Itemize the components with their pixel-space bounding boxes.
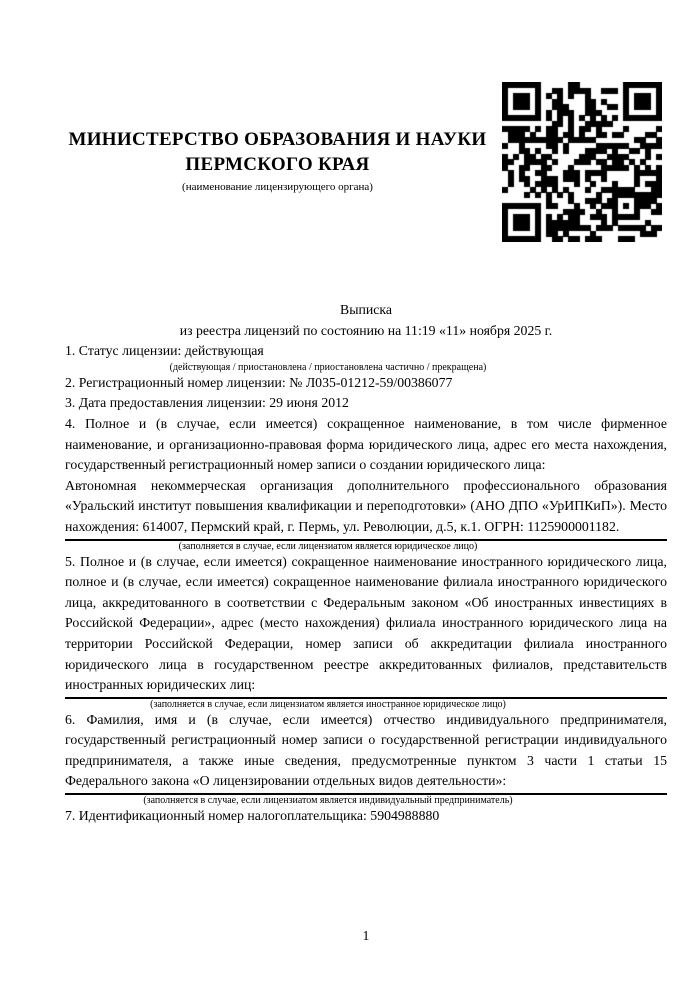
- item-5-caption: (заполняется в случае, если лицензиатом является иностранное юридическое лицо): [150, 698, 506, 710]
- licensing-authority-caption: (наименование лицензирующего органа): [182, 181, 373, 193]
- ministry-name-line2: ПЕРМСКОГО КРАЯ: [185, 154, 370, 175]
- item-7-taxpayer-number: 7. Идентификационный номер налогоплательщика: 5904988880: [65, 808, 440, 824]
- item-3-license-date: 3. Дата предоставления лицензии: 29 июня 2012: [65, 395, 349, 411]
- item-6-caption: (заполняется в случае, если лицензиатом является индивидуальный предприниматель): [143, 795, 513, 807]
- item-4-legal-entity-question: 4. Полное и (в случае, если имеется) сокращенное наименование, в том числе фирменное наименование, и организационно-правовая форма юридического лица, адрес его места нахождения, государственный регистрационный номер записи о создании юридического лица:: [65, 415, 667, 473]
- item-5-foreign-entity-question: 5. Полное и (в случае, если имеется) сокращенное наименование иностранного юридического лица, полное и (в случае, если имеется) сокращенное наименование филиала иностранного юридического лица, аккредитованного в соответствии с Федеральным законом «Об иностранных инвестициях в Российской Федерации», адрес (место нахождения) филиала иностранного юридического лица на территории Российской Федерации, номер записи об аккредитации филиала иностранного юридического лица в государственном реестре аккредитованных филиалов, представительств иностранных юридических лиц:: [65, 553, 667, 693]
- document-title: [65, 300, 667, 341]
- item-1-caption: (действующая / приостановлена / приостановлена частично / прекращена): [169, 361, 487, 373]
- ministry-name-line1: МИНИСТЕРСТВО ОБРАЗОВАНИЯ И НАУКИ: [68, 129, 487, 150]
- document-title-line1: Выписка: [340, 302, 392, 317]
- qr-code-icon: [502, 82, 662, 242]
- page-number: 1: [362, 928, 370, 943]
- document-title-line2: из реестра лицензий по состоянию на 11:19 «11» ноября 2025 г.: [179, 322, 553, 338]
- licensing-authority-header: [65, 127, 490, 194]
- item-6-entrepreneur-question: 6. Фамилия, имя и (в случае, если имеется) отчество индивидуального предпринимателя, государственный регистрационный номер записи о государственной регистрации индивидуального предпринимателя, а также иные сведения, предусмотренные пунктом 3 части 1 статьи 15 Федерального закона «О лицензировании отдельных видов деятельности»:: [65, 711, 667, 789]
- item-2-registration-number: 2. Регистрационный номер лицензии: № Л035-01212-59/00386077: [65, 374, 453, 390]
- item-1-license-status: 1. Статус лицензии: действующая: [65, 343, 264, 359]
- item-4-caption: (заполняется в случае, если лицензиатом является юридическое лицо): [178, 540, 478, 552]
- document-body: [65, 300, 667, 827]
- item-4-legal-entity-answer: Автономная некоммерческая организация дополнительного профессионального образования «Уральский институт повышения квалификации и переподготовки» (АНО ДПО «УрИПКиП»). Место нахождения: 614007, Пермский край, г. Пермь, ул. Революции, д.5, к.1. ОГРН: 1125900001182.: [65, 477, 667, 534]
